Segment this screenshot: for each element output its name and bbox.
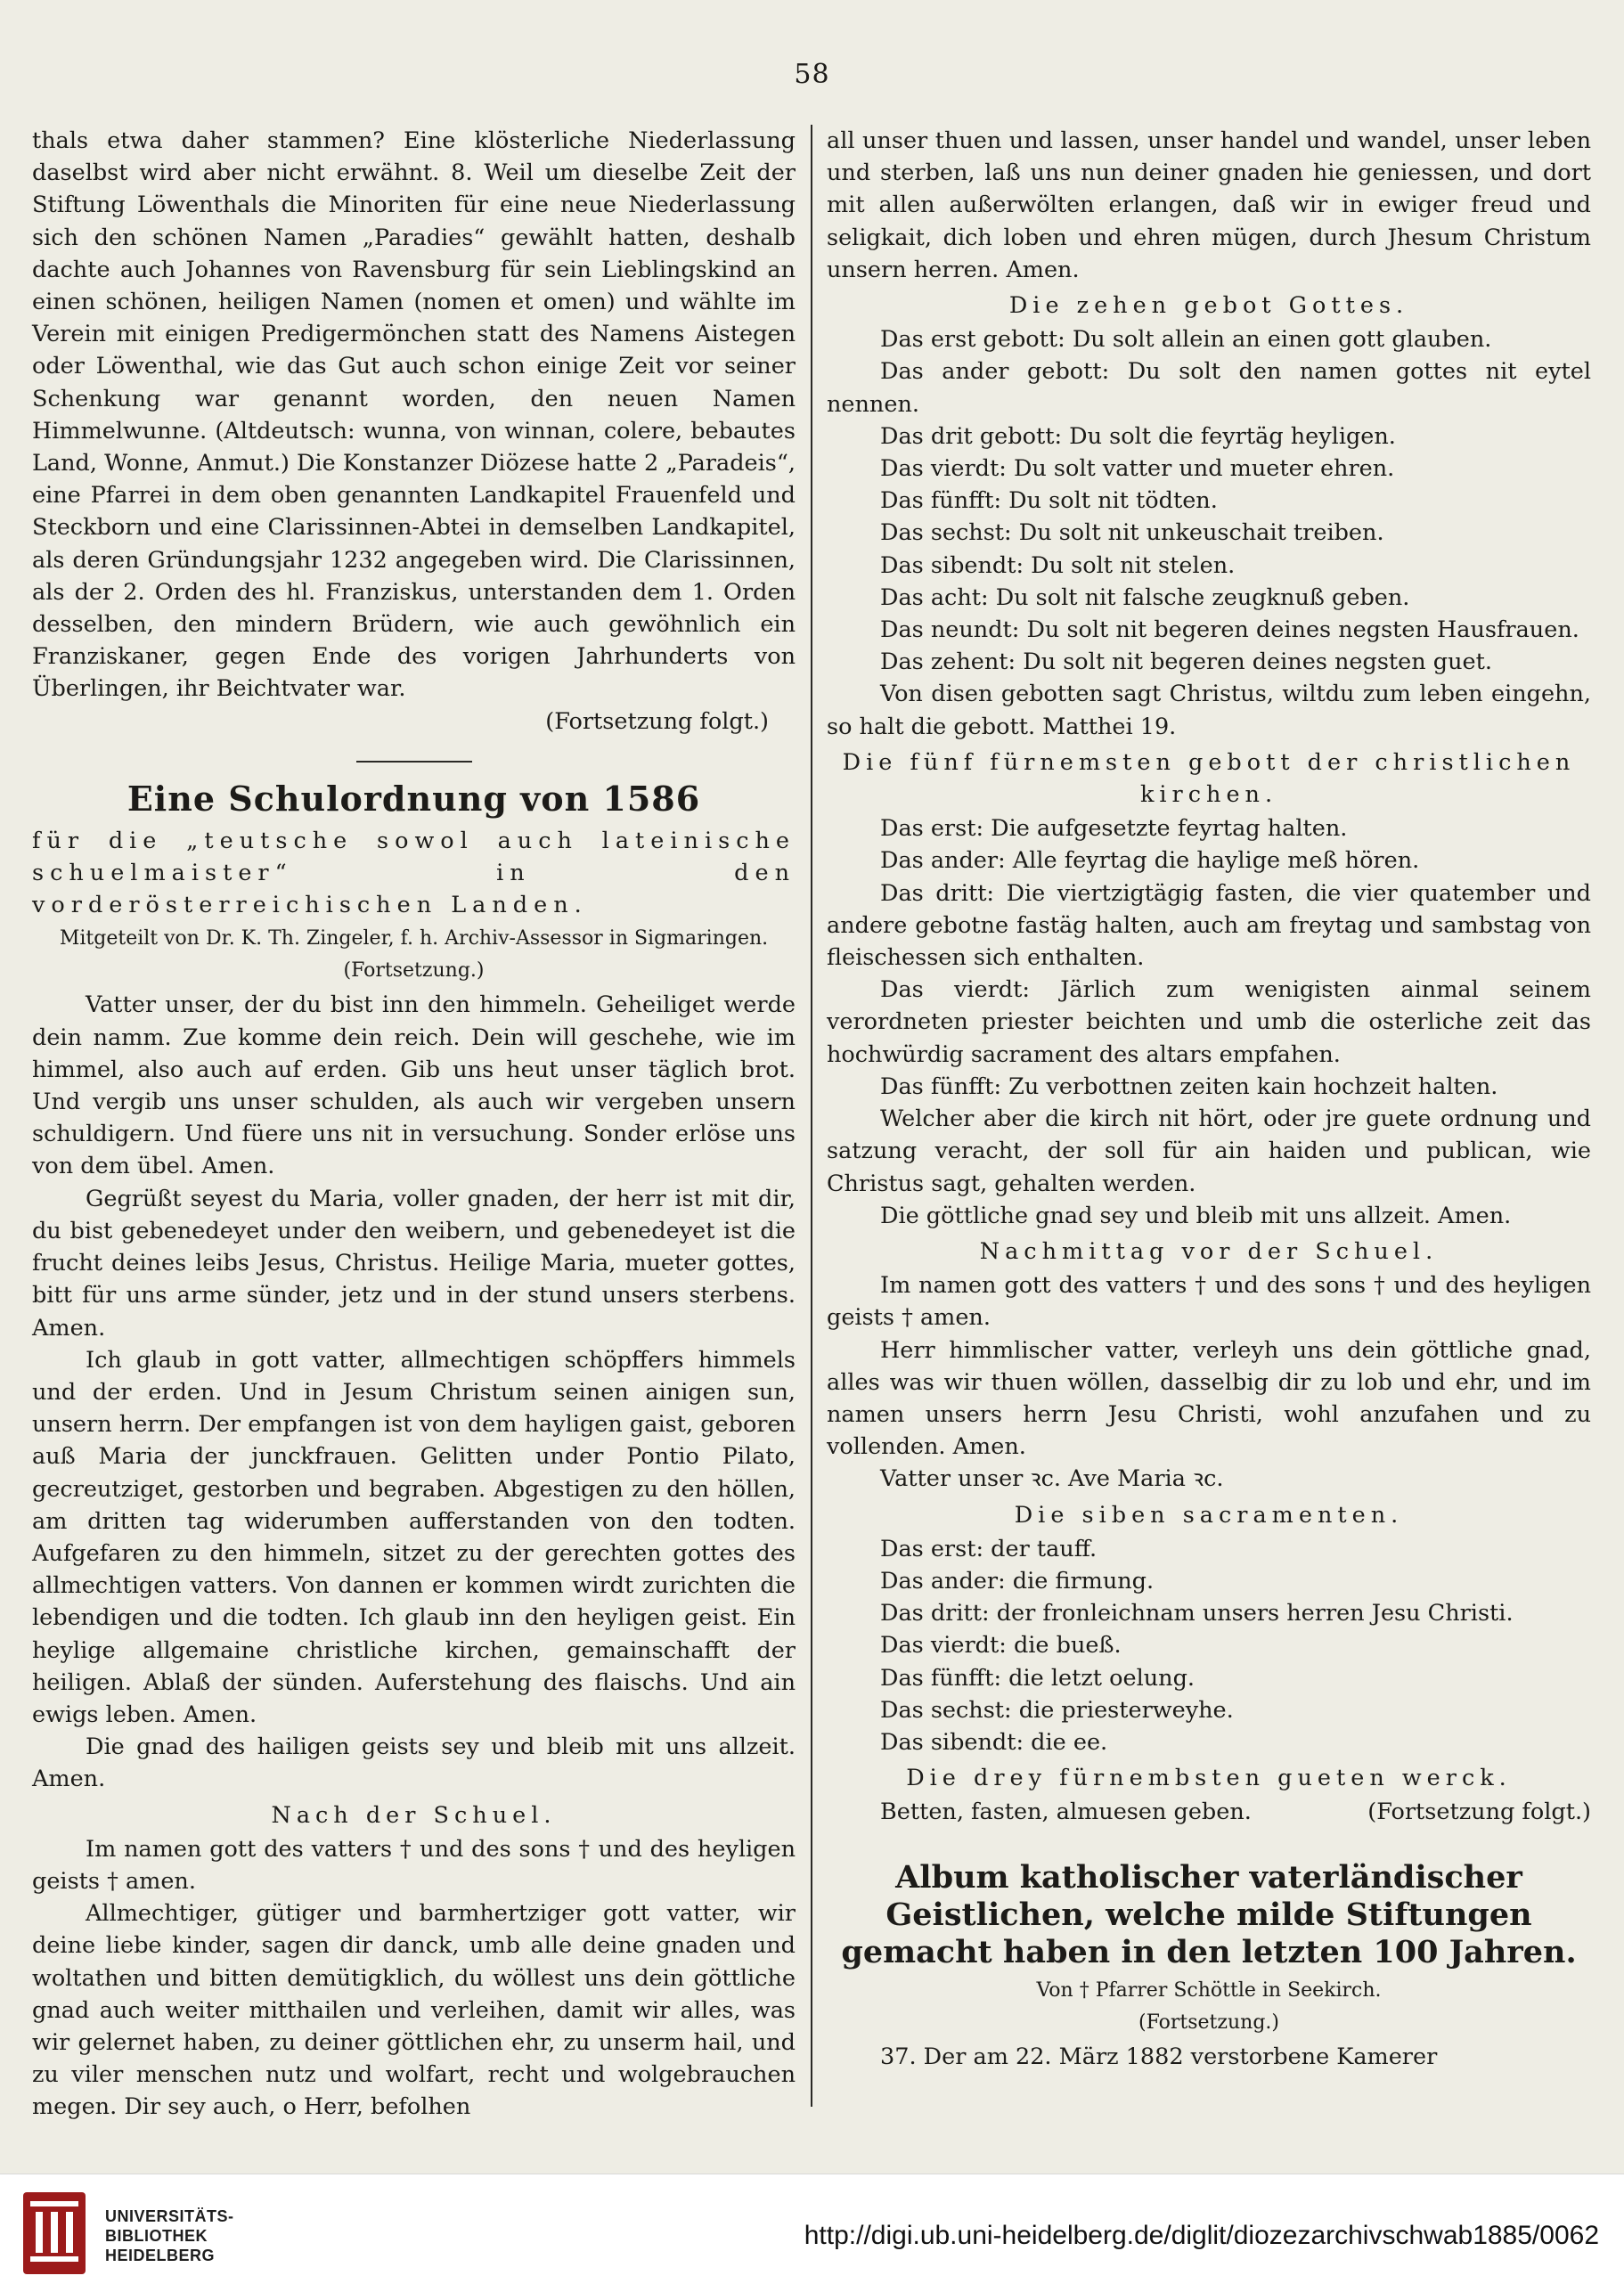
zehen-item: Das ander gebott: Du solt den namen gottes nit eytel nennen.: [827, 358, 1591, 418]
zehen-item: Das sechst: Du solt nit unkeuschait treiben.: [880, 519, 1384, 547]
section-divider: [356, 761, 472, 763]
nachmittag-heading: Nachmittag vor der Schuel.: [979, 1237, 1439, 1265]
album-entry: 37. Der am 22. März 1882 verstorbene Kamerer: [880, 2043, 1438, 2070]
werck-heading: Die drey fürnembsten gueten werck.: [906, 1765, 1512, 1792]
zehen-item: Das drit gebott: Du solt die feyrtäg heyligen.: [880, 422, 1396, 450]
credo: Ich glaub in gott vatter, allmechtigen schöpffers himmels und der erden. Und in Jesum Christum seinen ainigen sun, unsern herrn. Der empfangen ist von dem hayligen gaist, geboren auß Maria der junckfrauen. Gelitten under Pontio Pilato, gecreutziget, gestorben und begraben. Abgestigen zu den höllen, am dritten tag widerumben aufferstanden von den todten. Aufgefaren zu den himmeln, sitzet zu der gerechten gottes des allmechtigen vatters. Von dannen er kommen wirdt zurichten die lebendigen und die todten. Ich glaub inn den heyligen geist. Ein heylige allgemaine christliche kirchen, gemainschafft der heiligen. Ablaß der sünden. Auferstehung des flaischs. Und ain ewigs leben. Amen.: [32, 1346, 796, 1728]
welcher-paragraph: Welcher aber die kirch nit hört, oder jre guete ordnung und satzung veracht, der soll für ain haiden und publican, wie Christus sagt, gehalten werden.: [827, 1105, 1591, 1197]
library-name: [105, 2206, 234, 2265]
album-author: Von † Pfarrer Schöttle in Seekirch.: [1036, 1978, 1382, 2002]
library-name-line: BIBLIOTHEK: [105, 2227, 208, 2245]
sacrament-item: Das sechst: die priesterweyhe.: [880, 1696, 1234, 1724]
right-column: [827, 125, 1591, 2107]
album-title: Album katholischer vaterländischer Geistlichen, welche milde Stiftungen gemacht haben in den letzten 100 Jahren.: [841, 1858, 1577, 1970]
zehen-item: Das vierdt: Du solt vatter und mueter ehren.: [880, 455, 1395, 483]
werck-text: Betten, fasten, almuesen geben.: [880, 1799, 1252, 1826]
sacrament-item: Das ander: die firmung.: [880, 1567, 1155, 1595]
zehen-item: Das neundt: Du solt nit begeren deines negsten Hausfrauen.: [880, 616, 1579, 644]
sacrament-item: Das sibendt: die ee.: [880, 1728, 1108, 1756]
fuenf-item: Das erst: Die aufgesetzte feyrtag halten.: [880, 815, 1348, 843]
article-continuation: (Fortsetzung.): [343, 959, 485, 983]
sacrament-item: Das erst: der tauff.: [880, 1535, 1098, 1562]
page-number: 58: [794, 59, 830, 90]
sacrament-item: Das vierdt: die bueß.: [880, 1632, 1122, 1660]
fuenf-item: Das ander: Alle feyrtag die haylige meß hören.: [880, 847, 1420, 875]
ave-maria: Gegrüßt seyest du Maria, voller gnaden, der herr ist mit dir, du bist gebenedeyet under den weibern, und gebenedeyet ist die frucht deines leibs Jesus, Christus. Heilige Maria, mueter gottes, bitt für uns arme sünder, jetz und in der stund unsers sterbens. Amen.: [32, 1185, 796, 1342]
sacrament-item: Das fünfft: die letzt oelung.: [880, 1664, 1196, 1692]
left-column: [32, 125, 796, 2121]
zehen-heading: Die zehen gebot Gottes.: [1008, 292, 1409, 320]
werck-continued: (Fortsetzung folgt.): [1367, 1799, 1591, 1826]
right-continuation: all unser thuen und lassen, unser handel und wandel, unser leben und sterben, laß uns nun deiner gnaden hie geniessen, und dort mit allen außerwölten erlangen, daß wir in ewiger freud und seligkait, dich loben und ehren mügen, durch Jhesum Christum unsern herren. Amen.: [827, 127, 1591, 283]
article-title: Eine Schulordnung von 1586: [126, 778, 701, 819]
nachmittag-namen: Im namen gott des vatters † und des sons † und des heyligen geists † amen.: [827, 1272, 1591, 1332]
university-seal-icon: [20, 2189, 89, 2278]
sacramenten-heading: Die siben sacramenten.: [1014, 1501, 1404, 1529]
column-divider: [811, 125, 812, 2107]
fuenf-heading: Die fünf fürnemsten gebott der christlichen kirchen.: [842, 748, 1576, 809]
zehen-item: Das sibendt: Du solt nit stelen.: [880, 551, 1236, 579]
intro-paragraph: thals etwa daher stammen? Eine klösterliche Niederlassung daselbst wird aber nicht erwähnt. 8. Weil um dieselbe Zeit der Stiftung Löwenthals die Minoriten für eine neue Niederlassung sich den schönen Namen „Paradies“ gewählt hatten, deshalb dachte auch Johannes von Ravensburg für sein Lieblingskind an einen schönen, heiligen Namen (nomen et omen) und wählte im Verein mit einigen Predigermönchen statt des Namens Aistegen oder Löwenthal, wie das Gut auch schon einige Zeit vor seiner Schenkung war genannt worden, den neuen Namen Himmelwunne. (Altdeutsch: wunna, von winnan, colere, bebautes Land, Wonne, Anmut.) Die Konstanzer Diözese hatte 2 „Paradeis“, eine Pfarrei in dem oben genannten Landkapitel Frauenfeld und Steckborn und eine Clarissinnen-Abtei in demselben Landkapitel, als deren Gründungsjahr 1232 angegeben wird. Die Clarissinnen, als der 2. Orden des hl. Franziskus, unterstanden dem 1. Orden desselben, den mindern Brüdern, wie auch gewöhnlich ein Franziskaner, gegen Ende des vorigen Jahrhunderts von Überlingen, ihr Beichtvater war.: [32, 127, 796, 703]
intro-continued: (Fortsetzung folgt.): [545, 707, 769, 735]
fuenf-item: Das fünfft: Zu verbottnen zeiten kain hochzeit halten.: [880, 1073, 1498, 1100]
herr-paragraph: Herr himmlischer vatter, verleyh uns dein göttliche gnad, alles was wir thuen wöllen, dasselbig dir zu lob und ehr, und im namen unsers herrn Jesu Christi, wohl anzufahen und zu vollenden. Amen.: [827, 1336, 1591, 1461]
sacrament-item: Das dritt: der fronleichnam unsers herren Jesu Christi.: [880, 1600, 1514, 1627]
werck-line: [827, 1796, 1591, 1828]
zehen-item: Das fünfft: Du solt nit tödten.: [880, 487, 1218, 515]
zehen-item: Das erst gebott: Du solt allein an einen gott glauben.: [880, 326, 1492, 354]
library-name-line: HEIDELBERG: [105, 2247, 216, 2264]
library-name-line: UNIVERSITÄTS-: [105, 2207, 234, 2225]
allmechtiger-paragraph: Allmechtiger, gütiger und barmhertziger gott vatter, wir deine liebe kinder, sagen dir danck, umb alle deine gnaden und woltathen und bitten demütigklich, du wöllest uns dein göttliche gnad auch weiter mitthailen und verleihen, damit wir alles, was wir gelernet haben, zu deiner göttlichen ehr, zu unserm hail, und zu viler menschen nutz und wolfart, recht und wolgebrauchen megen. Dir sey auch, o Herr, befolhen: [32, 1900, 796, 2121]
goettliche-paragraph: Die göttliche gnad sey und bleib mit uns allzeit. Amen.: [880, 1202, 1512, 1229]
article-subtitle: für die „teutsche sowol auch lateinische schuelmaister“ in den vorderösterreichischen Landen.: [32, 827, 796, 919]
fuenf-item: Das dritt: Die viertzigtägig fasten, die vier quatember und andere gebotne fastäg halten, auch am freytag und sambstag von fleischessen sich enthalten.: [827, 879, 1591, 972]
fuenf-item: Das vierdt: Järlich zum wenigisten ainmal seinem verordneten priester beichten und umb die osterliche zeit das hochwürdig sacrament des altars empfahen.: [827, 976, 1591, 1068]
zehen-item: Das acht: Du solt nit falsche zeugknuß geben.: [880, 583, 1410, 611]
von-disen: Von disen gebotten sagt Christus, wiltdu zum leben eingehn, so halt die gebott. Matthei 19.: [827, 681, 1591, 740]
gnad-paragraph: Die gnad des hailigen geists sey und bleib mit uns allzeit. Amen.: [32, 1733, 796, 1793]
nach-heading: Nach der Schuel.: [271, 1801, 557, 1829]
permalink-url[interactable]: http://digi.ub.uni-heidelberg.de/diglit/diozezarchivschwab1885/0062: [804, 2221, 1599, 2250]
zehen-item: Das zehent: Du solt nit begeren deines negsten guet.: [880, 648, 1492, 676]
article-author: Mitgeteilt von Dr. K. Th. Zingeler, f. h. Archiv-Assessor in Sigmaringen.: [59, 927, 769, 950]
nach-namen: Im namen gott des vatters † und des sons † und des heyligen geists † amen.: [32, 1835, 796, 1895]
vater-unser: Vatter unser, der du bist inn den himmeln. Geheiliget werde dein namm. Zue komme dein reich. Dein will geschehe, wie im himmel, also auch auf erden. Gib uns heut unser täglich brot. Und vergib uns unser schulden, als auch wir vergeben unsern schuldigern. Und füere uns nit in versuchung. Sonder erlöse uns von dem übel. Amen.: [32, 991, 796, 1180]
album-continuation: (Fortsetzung.): [1138, 2011, 1279, 2034]
vatter-ave: Vatter unser ꝛc. Ave Maria ꝛc.: [880, 1465, 1224, 1493]
library-footer: [0, 2174, 1624, 2292]
